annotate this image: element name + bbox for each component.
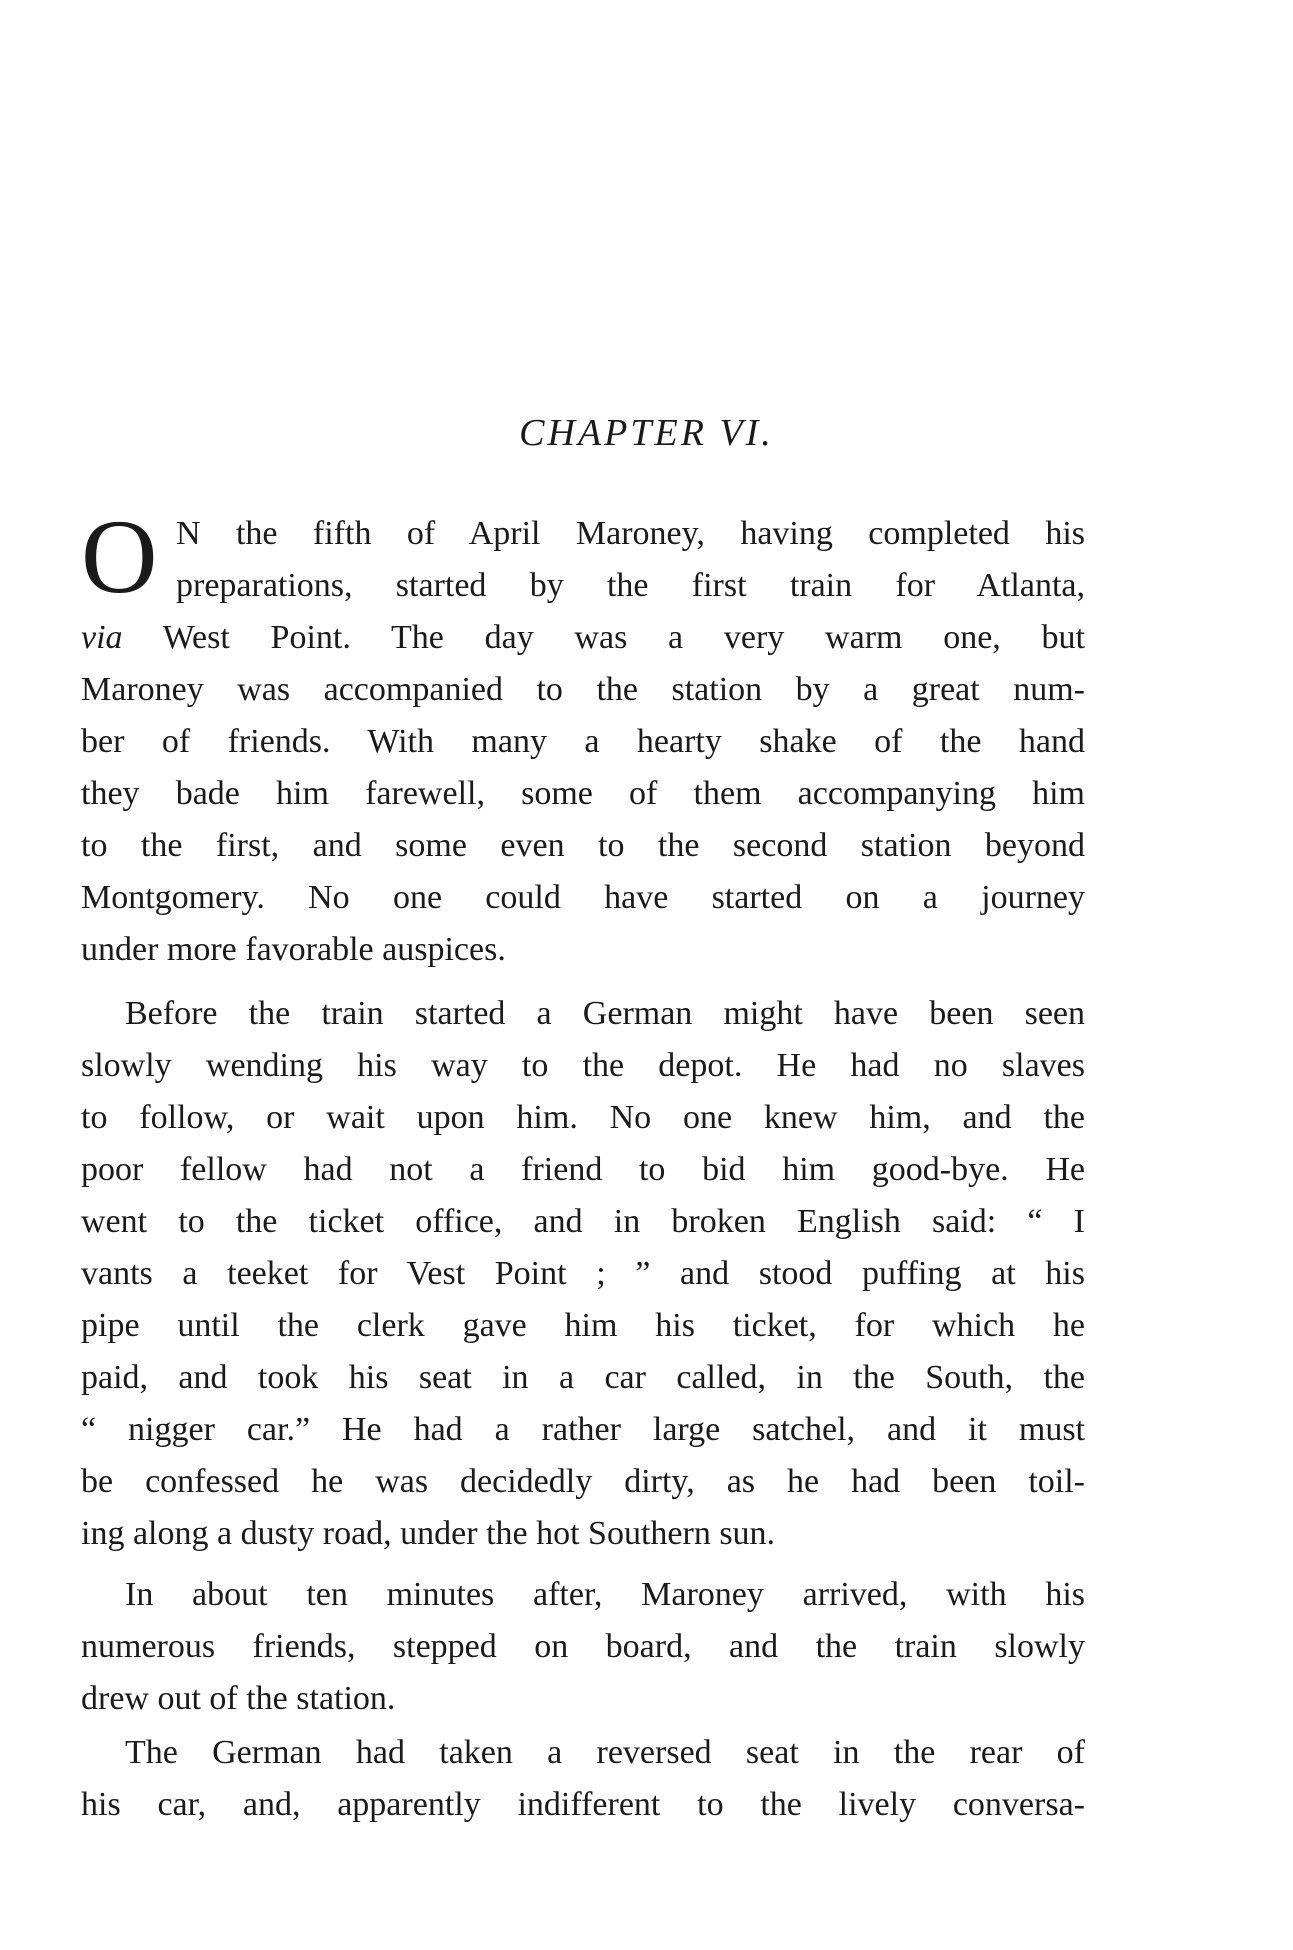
text-line: “ nigger car.” He had a rather large satchel, and it must bbox=[81, 1411, 1085, 1448]
text-line: be confessed he was decidedly dirty, as he had been toil- bbox=[81, 1463, 1085, 1500]
paragraph-4 bbox=[81, 1727, 1085, 1831]
text-line: Montgomery. No one could have started on a journey bbox=[81, 879, 1085, 916]
text-span: West Point. The day was a very warm one, but bbox=[122, 619, 1085, 656]
text-line: under more favorable auspices. bbox=[81, 931, 506, 968]
text-line: N the fifth of April Maroney, having completed his bbox=[176, 515, 1085, 552]
text-line: preparations, started by the first train for Atlanta, bbox=[176, 567, 1085, 604]
text-line: ber of friends. With many a hearty shake of the hand bbox=[81, 723, 1085, 760]
text-line bbox=[81, 612, 1085, 664]
text-line: drew out of the station. bbox=[81, 1680, 396, 1717]
paragraph-1 bbox=[81, 498, 1085, 976]
text-line: slowly wending his way to the depot. He had no slaves bbox=[81, 1047, 1085, 1084]
drop-cap: O bbox=[81, 498, 158, 615]
text-line: pipe until the clerk gave him his ticket, for which he bbox=[81, 1307, 1085, 1344]
text-line: ing along a dusty road, under the hot Southern sun. bbox=[81, 1515, 776, 1552]
text-line: went to the ticket office, and in broken English said: “ I bbox=[81, 1203, 1085, 1240]
text-line: Maroney was accompanied to the station by a great num- bbox=[81, 671, 1085, 708]
text-line: paid, and took his seat in a car called, in the South, the bbox=[81, 1359, 1085, 1396]
paragraph-2 bbox=[81, 988, 1085, 1560]
chapter-heading: CHAPTER VI. bbox=[519, 412, 774, 454]
text-line: In about ten minutes after, Maroney arrived, with his bbox=[125, 1576, 1085, 1613]
text-line: they bade him farewell, some of them accompanying him bbox=[81, 775, 1085, 812]
paragraph-3 bbox=[81, 1569, 1085, 1725]
text-line: his car, and, apparently indifferent to the lively conversa- bbox=[81, 1786, 1085, 1823]
text-line: poor fellow had not a friend to bid him good-bye. He bbox=[81, 1151, 1085, 1188]
text-line: Before the train started a German might have been seen bbox=[125, 995, 1085, 1032]
text-line: to the first, and some even to the second station beyond bbox=[81, 827, 1085, 864]
text-line: vants a teeket for Vest Point ; ” and stood puffing at his bbox=[81, 1255, 1085, 1292]
text-line: numerous friends, stepped on board, and the train slowly bbox=[81, 1628, 1085, 1665]
text-line: The German had taken a reversed seat in the rear of bbox=[125, 1734, 1085, 1771]
text-line: to follow, or wait upon him. No one knew him, and the bbox=[81, 1099, 1085, 1136]
italic-word: via bbox=[81, 619, 123, 656]
